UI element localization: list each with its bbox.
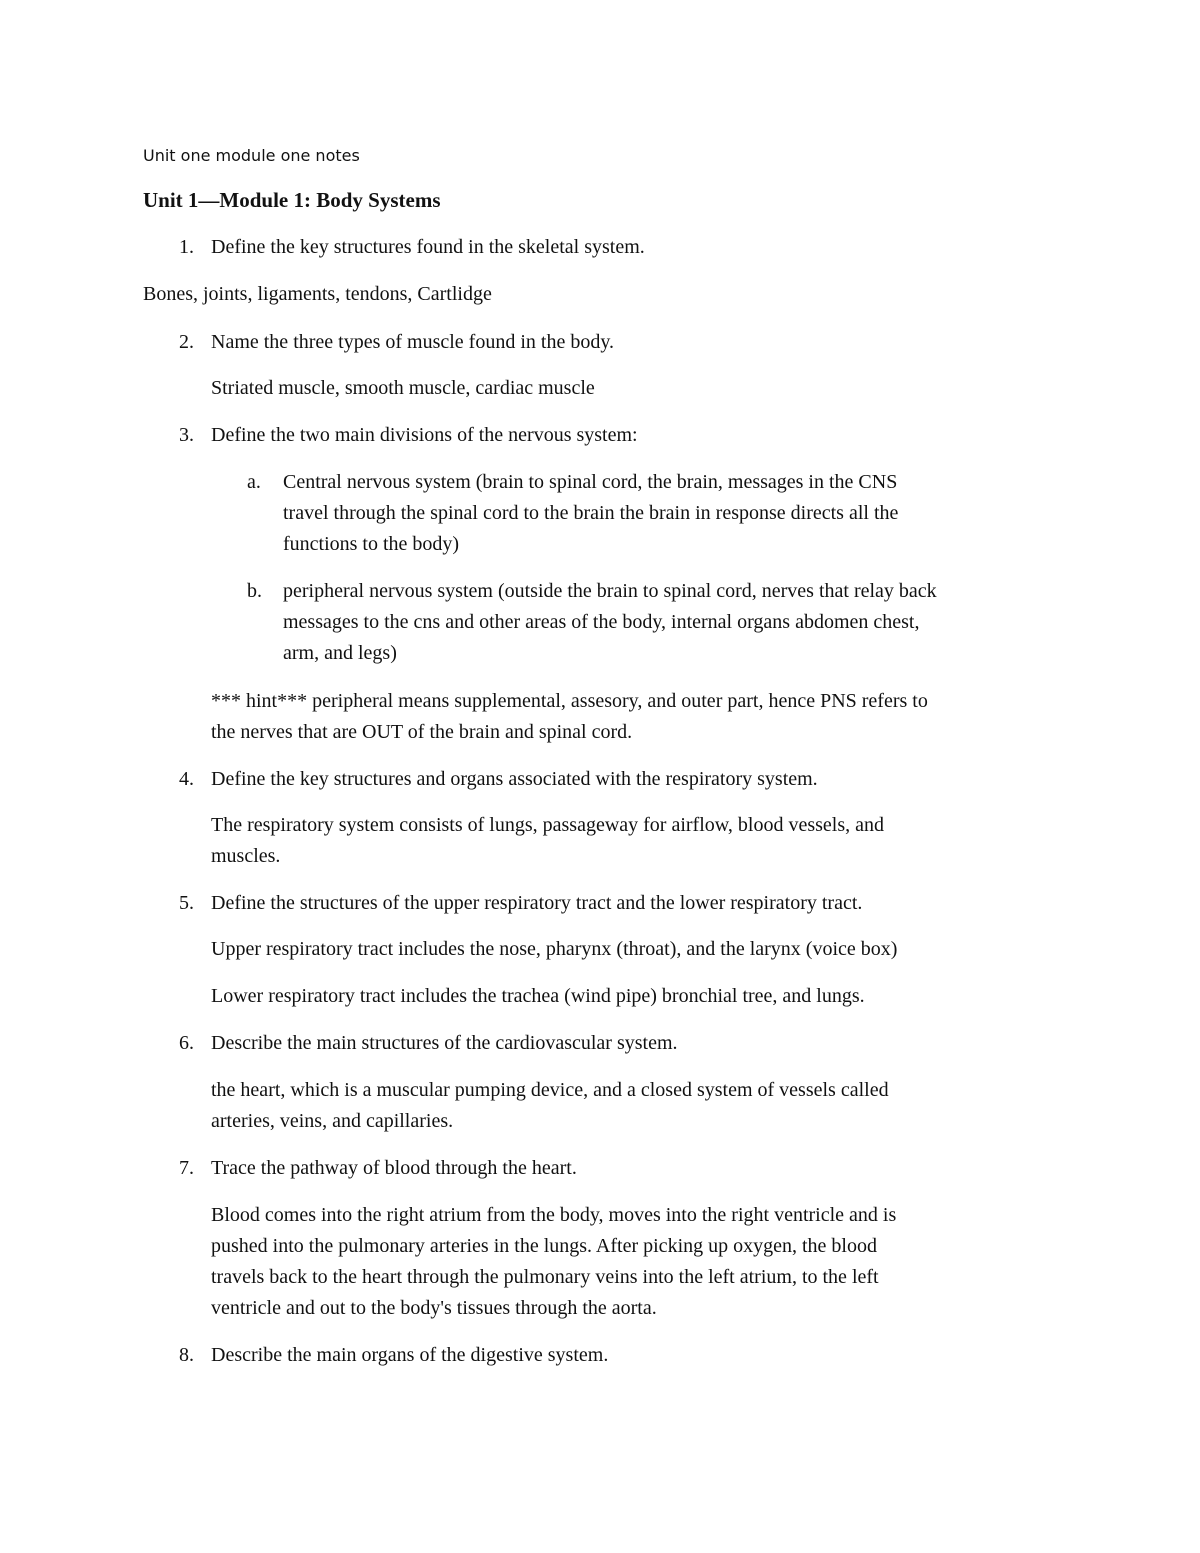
item-number: 3. [179,424,194,446]
answer-text: travels back to the heart through the pulmonary veins into the left atrium, to the left [211,1266,879,1288]
answer-text: Striated muscle, smooth muscle, cardiac muscle [211,377,595,399]
hint-text: *** hint*** peripheral means supplemental, assesory, and outer part, hence PNS refers to [211,690,928,712]
item-number: 5. [179,892,194,914]
answer-text: Blood comes into the right atrium from the body, moves into the right ventricle and is [211,1204,897,1226]
subitem-text: Central nervous system (brain to spinal cord, the brain, messages in the CNS [283,471,898,493]
question-text: Describe the main organs of the digestive system. [211,1344,609,1366]
answer-text: Upper respiratory tract includes the nose, pharynx (throat), and the larynx (voice box) [211,938,898,960]
subitem-text: peripheral nervous system (outside the brain to spinal cord, nerves that relay back [283,580,937,602]
section-heading: Unit 1—Module 1: Body Systems [143,188,441,212]
question-text: Trace the pathway of blood through the heart. [211,1157,577,1179]
question-text: Describe the main structures of the cardiovascular system. [211,1032,678,1054]
question-text: Define the key structures found in the skeletal system. [211,236,645,258]
answer-text: The respiratory system consists of lungs, passageway for airflow, blood vessels, and [211,814,885,836]
question-text: Name the three types of muscle found in the body. [211,331,615,353]
answer-text: ventricle and out to the body's tissues through the aorta. [211,1297,657,1319]
answer-text: muscles. [211,845,281,867]
question-text: Define the two main divisions of the nervous system: [211,424,638,446]
subitem-letter: b. [247,580,262,602]
item-number: 4. [179,768,194,790]
question-text: Define the structures of the upper respiratory tract and the lower respiratory tract. [211,892,863,914]
item-number: 8. [179,1344,194,1366]
hint-text: the nerves that are OUT of the brain and spinal cord. [211,721,633,743]
subitem-text: messages to the cns and other areas of the body, internal organs abdomen chest, [283,611,920,633]
document-title: Unit one module one notes [143,146,360,165]
item-number: 6. [179,1032,194,1054]
answer-text: the heart, which is a muscular pumping device, and a closed system of vessels called [211,1079,889,1101]
subitem-text: travel through the spinal cord to the brain the brain in response directs all the [283,502,899,524]
question-text: Define the key structures and organs associated with the respiratory system. [211,768,818,790]
answer-text: Lower respiratory tract includes the trachea (wind pipe) bronchial tree, and lungs. [211,985,865,1007]
item-number: 7. [179,1157,194,1179]
item-number: 2. [179,331,194,353]
subitem-text: arm, and legs) [283,642,397,664]
answer-text: Bones, joints, ligaments, tendons, Cartlidge [143,283,492,305]
item-number: 1. [179,236,194,258]
answer-text: arteries, veins, and capillaries. [211,1110,454,1132]
subitem-letter: a. [247,471,261,493]
answer-text: pushed into the pulmonary arteries in the lungs. After picking up oxygen, the blood [211,1235,877,1257]
subitem-text: functions to the body) [283,533,460,555]
